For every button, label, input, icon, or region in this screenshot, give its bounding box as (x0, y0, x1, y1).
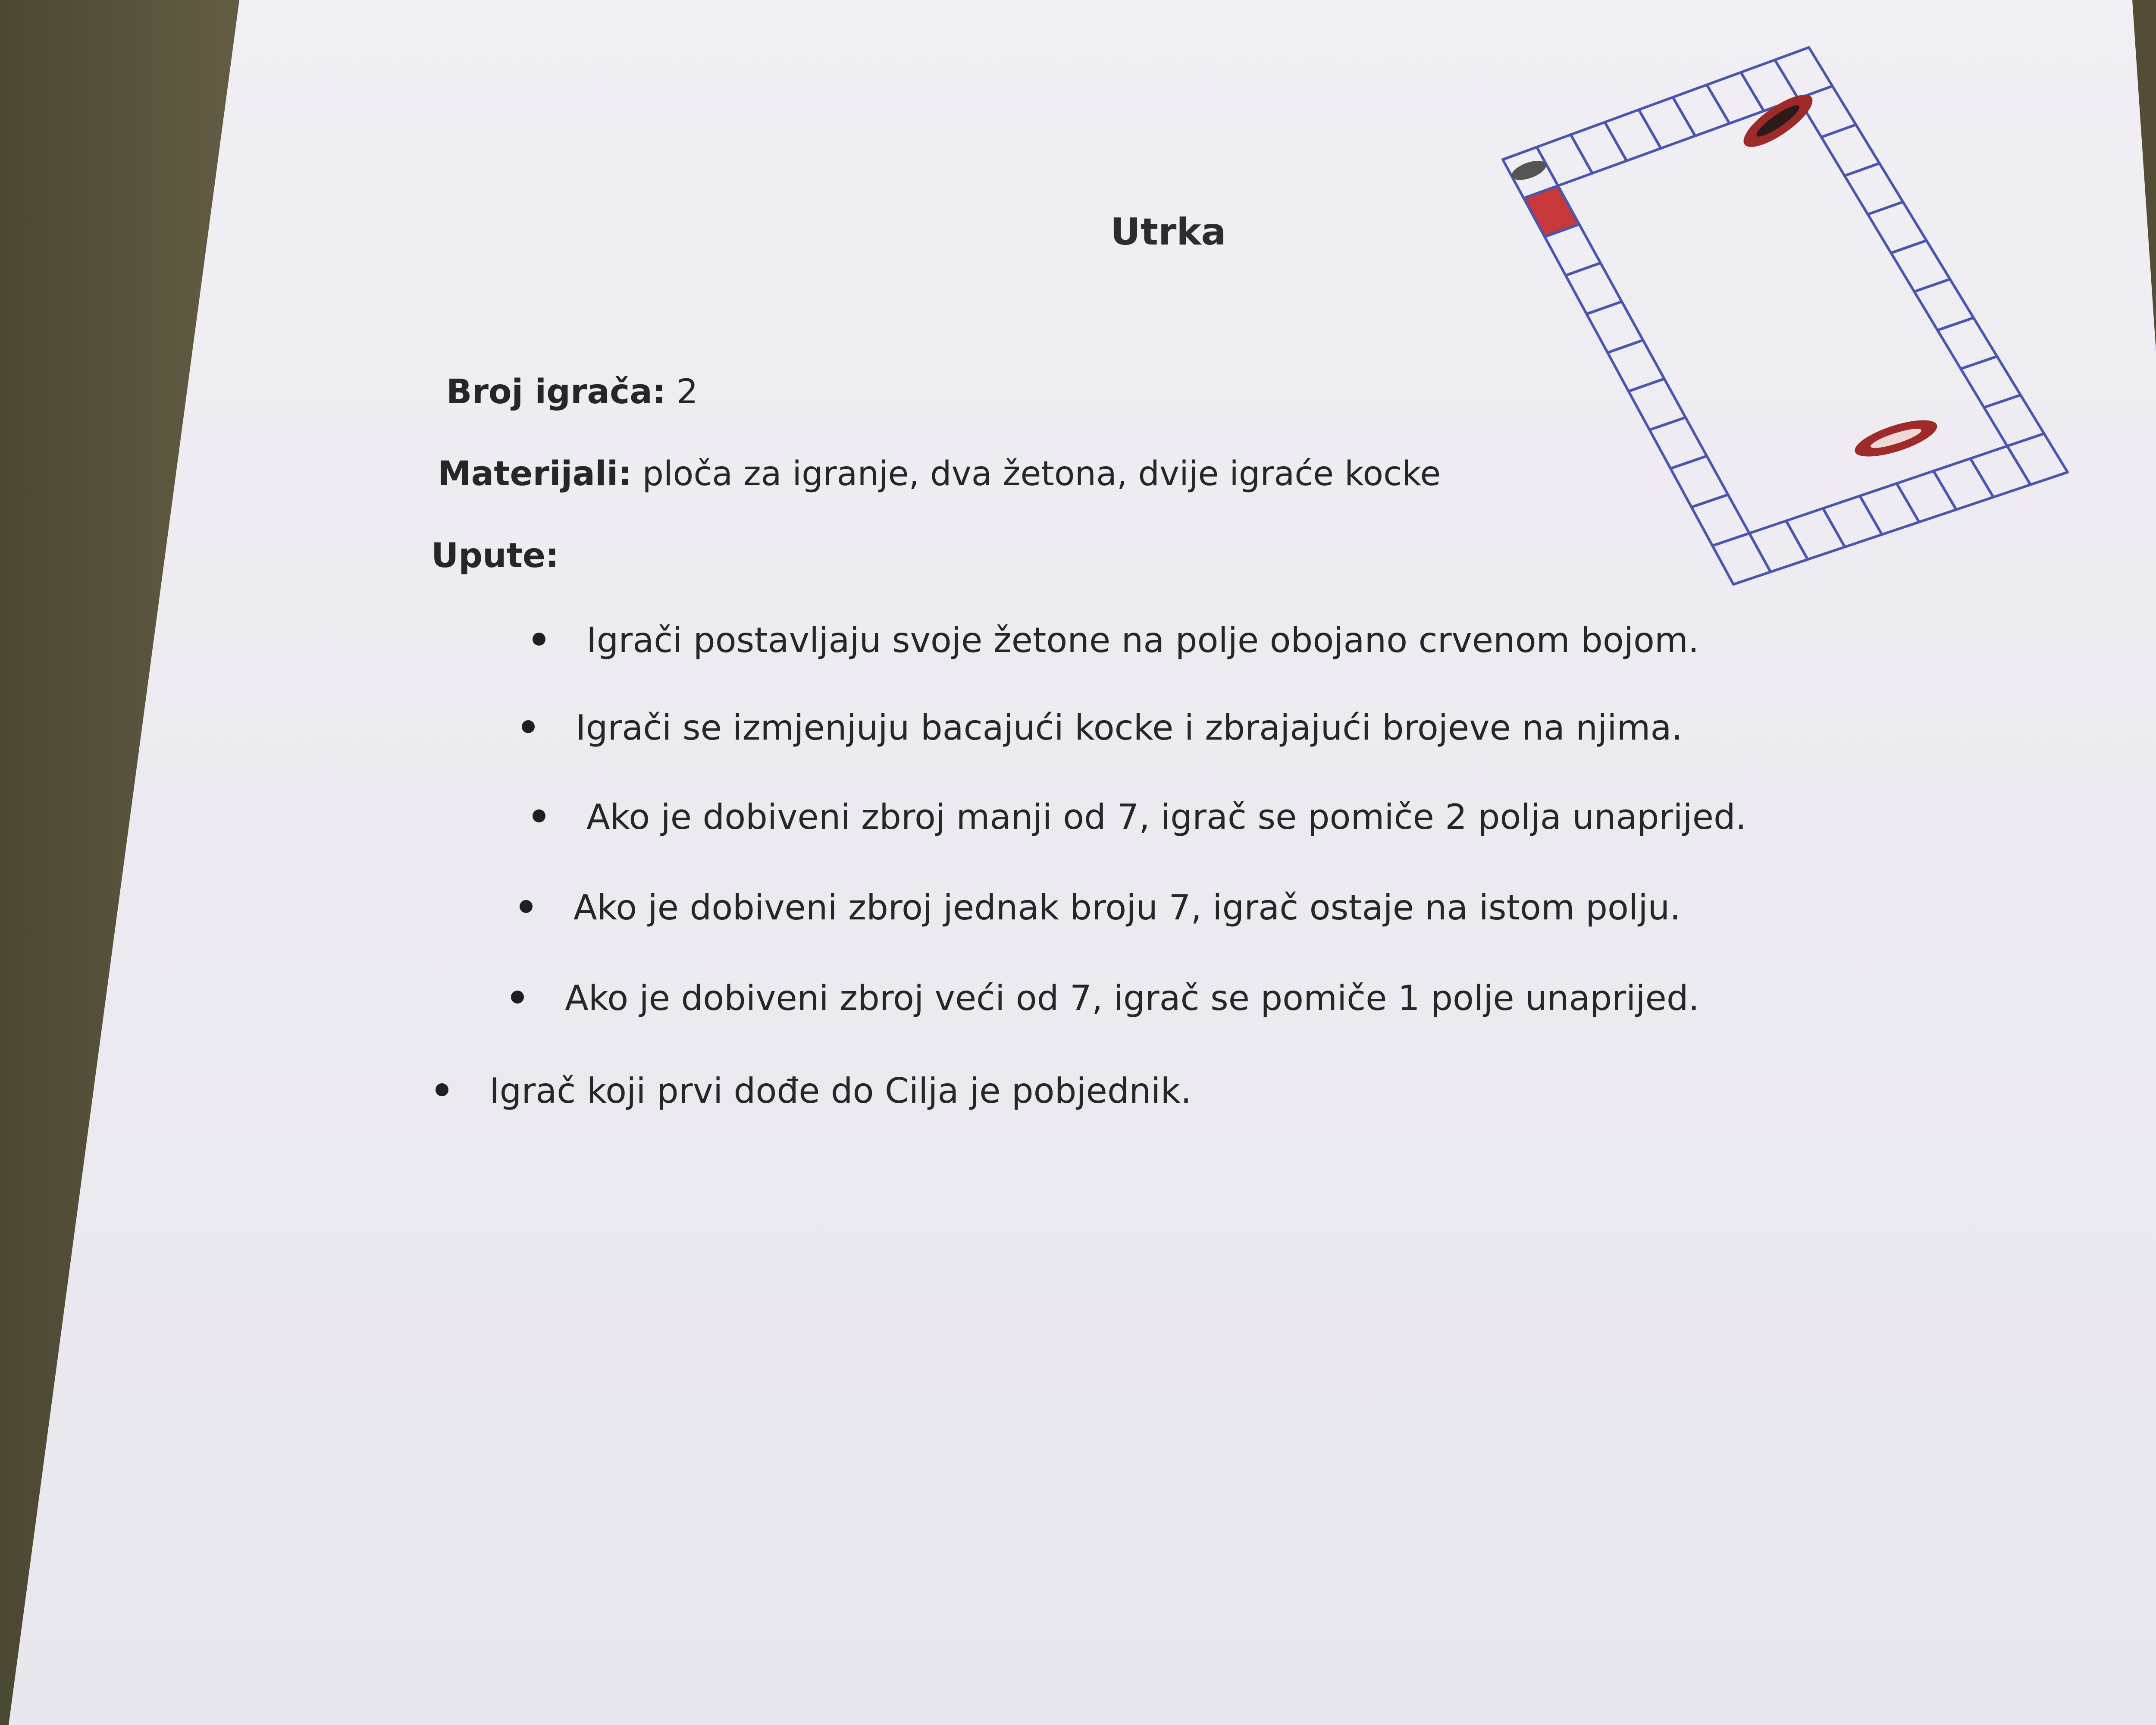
materials-value: ploča za igranje, dva žetona, dvije igraće kocke (642, 455, 1441, 493)
players-value: 2 (676, 373, 698, 411)
instructions-label: Upute: (431, 536, 559, 575)
instruction-text: Ako je dobiveni zbroj manji od 7, igrač se pomiče 2 polja unaprijed. (586, 797, 1747, 837)
bullet-icon (511, 991, 524, 1004)
instruction-text: Igrači se izmjenjuju bacajući kocke i zbrajajući brojeve na njima. (576, 708, 1683, 748)
bullet-icon (520, 900, 533, 913)
materials-label: Materijali: (438, 455, 632, 493)
bullet-icon (522, 720, 535, 733)
document-title: Utrka (1110, 210, 1226, 254)
instruction-text: Ako je dobiveni zbroj jednak broju 7, igrač ostaje na istom polju. (573, 888, 1681, 928)
materials-row (438, 457, 1441, 491)
bullet-icon (436, 1083, 448, 1096)
instruction-text: Ako je dobiveni zbroj veći od 7, igrač se pomiče 1 polje unaprijed. (565, 978, 1700, 1018)
instruction-text: Igrač koji prvi dođe do Cilja je pobjednik. (489, 1071, 1192, 1111)
players-label: Broj igrača: (446, 373, 666, 411)
players-row (446, 375, 698, 409)
bullet-icon (533, 809, 545, 822)
instruction-text: Igrači postavljaju svoje žetone na polje obojano crvenom bojom. (586, 620, 1699, 660)
bullet-icon (533, 633, 545, 646)
